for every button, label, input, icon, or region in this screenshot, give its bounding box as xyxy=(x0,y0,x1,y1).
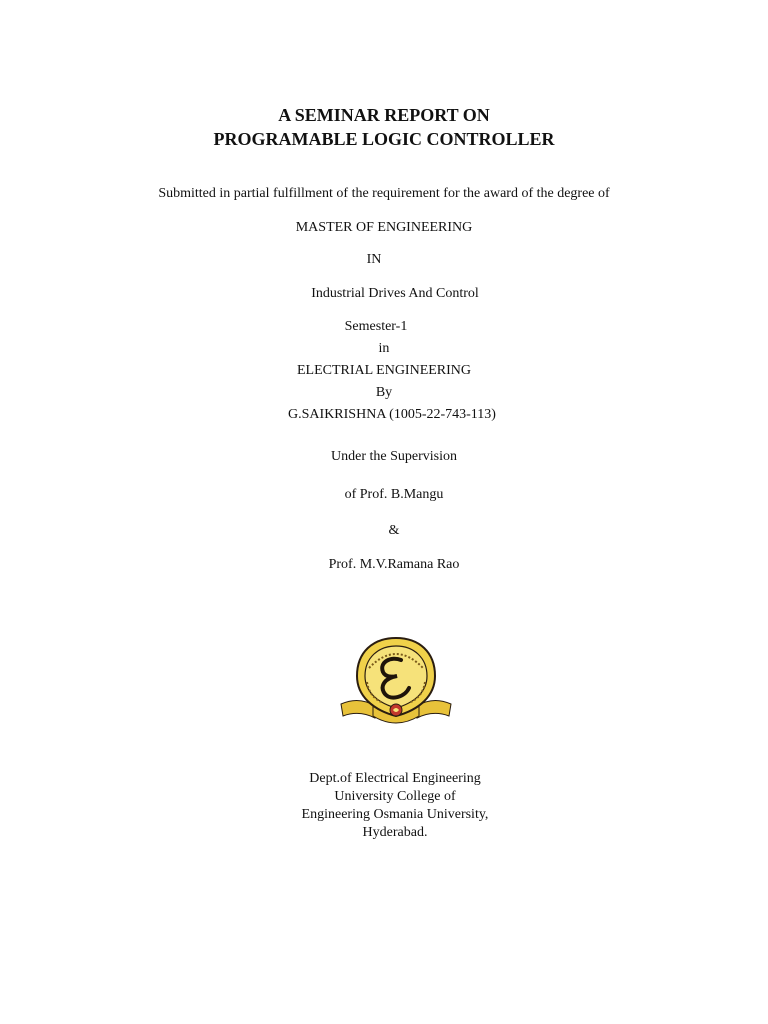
address-line-1: Dept.of Electrical Engineering xyxy=(309,771,481,786)
report-title-line-2: PROGRAMABLE LOGIC CONTROLLER xyxy=(213,129,555,149)
in-lower-label: in xyxy=(378,341,390,356)
department-name: ELECTRIAL ENGINEERING xyxy=(296,363,472,378)
report-title-line-1: A SEMINAR REPORT ON xyxy=(278,105,490,125)
degree-name: MASTER OF ENGINEERING xyxy=(295,220,473,235)
ampersand: & xyxy=(388,523,400,538)
semester-label: Semester-1 xyxy=(344,319,408,334)
submission-statement: Submitted in partial fulfillment of the requirement for the award of the degree of xyxy=(158,186,610,201)
supervisor-1: of Prof. B.Mangu xyxy=(344,487,444,502)
specialization-name: Industrial Drives And Control xyxy=(311,286,479,301)
in-label: IN xyxy=(366,252,382,267)
by-label: By xyxy=(375,385,393,400)
supervision-heading: Under the Supervision xyxy=(331,449,457,464)
osmania-university-emblem-icon xyxy=(339,634,453,724)
address-line-2: University College of xyxy=(334,789,456,804)
supervisor-2: Prof. M.V.Ramana Rao xyxy=(328,557,460,572)
address-line-3: Engineering Osmania University, xyxy=(301,807,489,822)
address-line-4: Hyderabad. xyxy=(362,825,428,840)
author-name: G.SAIKRISHNA (1005-22-743-113) xyxy=(288,407,496,422)
